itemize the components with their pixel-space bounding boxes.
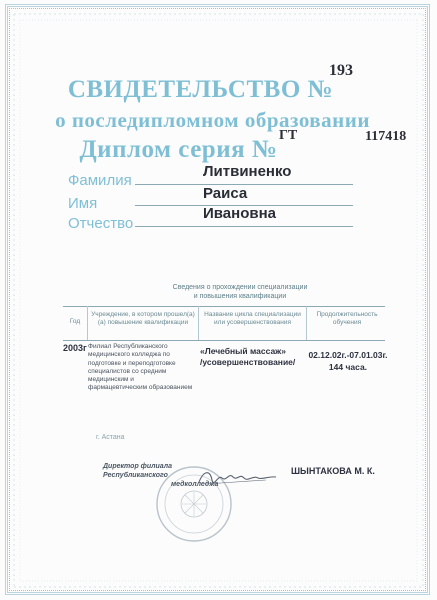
patronymic-underline [135, 226, 353, 227]
diploma-serial-number: 117418 [365, 129, 407, 144]
header-year: Год [69, 318, 81, 325]
row-year: 2003г [63, 343, 87, 353]
director-name: ШЫНТАКОВА М. К. [291, 466, 375, 476]
header-institution: Учреждение, в котором прошел(а) (а) повышение квалификации [91, 311, 195, 326]
row-course-title: «Лечебный массаж» [200, 346, 286, 356]
table-top-rule [63, 306, 385, 307]
surname-label: Фамилия [68, 172, 132, 189]
row-duration [308, 349, 388, 373]
certificate-number: 193 [329, 62, 353, 79]
table-header-rule [63, 340, 385, 341]
certificate-subtitle: о последипломном образовании [55, 108, 370, 132]
section-caption-line2: и повышения квалификации [193, 293, 287, 300]
director-title-line2: медколледжа [171, 481, 219, 488]
table-col-divider [306, 306, 307, 340]
table-col-divider [198, 306, 199, 340]
header-course: Название цикла специализации или усовершенствования [204, 311, 301, 326]
diploma-series: ГТ [279, 128, 298, 143]
surname-value: Литвиненко [203, 163, 292, 180]
certificate-title: СВИДЕТЕЛЬСТВО № [67, 76, 334, 103]
patronymic-label: Отчество [68, 215, 134, 232]
row-course-type: /усовершенствование/ [200, 357, 296, 367]
section-caption-line1: Сведения о прохождении специализации [172, 284, 308, 291]
header-duration: Продолжительность обучения [316, 311, 378, 326]
director-signature [196, 466, 281, 490]
row-institution: Филиал Республиканского медицинского колледжа по подготовке и переподготовке специалистов со средним медицинским и фармацевтическим образованием [88, 343, 193, 392]
director-title-line1: Директор филиала Республиканского [103, 463, 173, 479]
row-hours: 144 часа. [328, 362, 368, 372]
patronymic-value: Ивановна [203, 205, 276, 222]
name-label: Имя [68, 195, 98, 212]
diploma-label: Диплом серия № [79, 136, 278, 163]
name-value: Раиса [203, 185, 248, 202]
section-caption [110, 283, 370, 301]
issue-city: г. Астана [96, 434, 125, 441]
qualification-table [63, 306, 388, 436]
row-course [200, 346, 310, 368]
table-col-divider [87, 306, 88, 340]
row-dates: 02.12.02г.-07.01.03г. [308, 350, 388, 360]
